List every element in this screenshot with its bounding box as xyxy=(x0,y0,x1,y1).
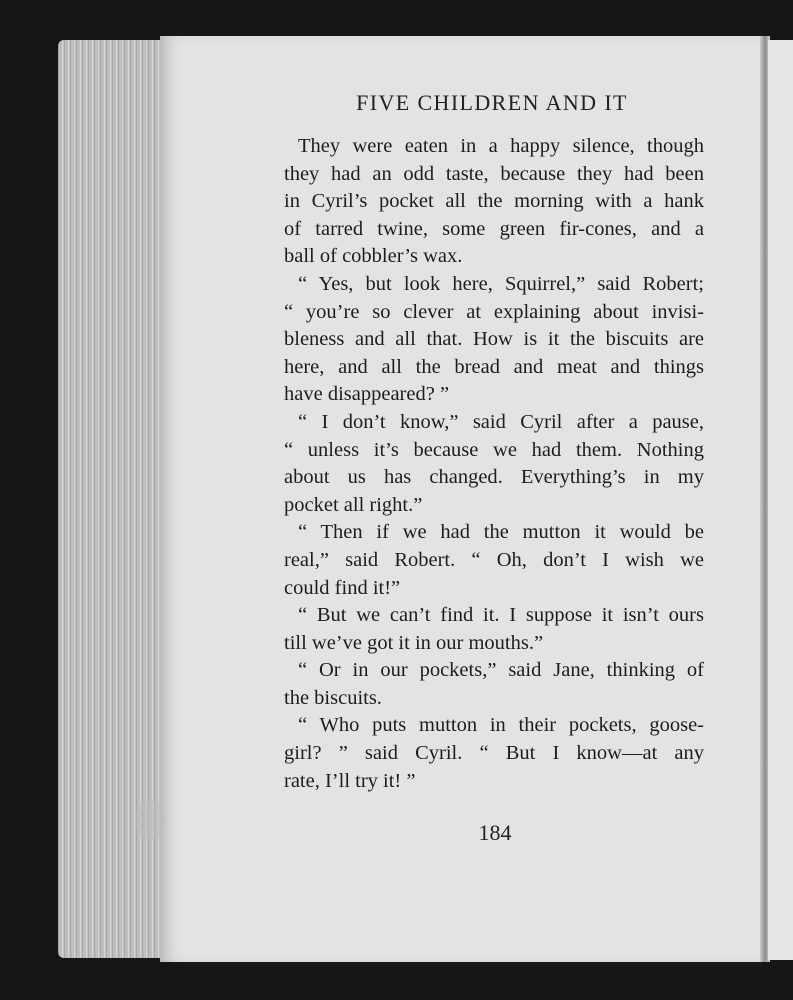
text-line: girl? ” said Cyril. “ But I know—at any xyxy=(284,742,704,765)
text-line: of tarred twine, some green fir-cones, and a xyxy=(284,217,704,240)
text-line: “ you’re so clever at explaining about invisi- xyxy=(284,300,704,323)
text-line: “ Yes, but look here, Squirrel,” said Robert; xyxy=(298,272,704,295)
text-line: “ Then if we had the mutton it would be xyxy=(298,521,704,544)
paragraph-2 xyxy=(284,271,704,409)
text-line: “ But we can’t find it. I suppose it isn’t ours xyxy=(298,604,704,627)
text-line: They were eaten in a happy silence, though xyxy=(298,135,704,157)
text-line: the biscuits. xyxy=(284,686,382,709)
paragraph-1 xyxy=(284,133,704,271)
text-line: rate, I’ll try it! ” xyxy=(284,769,416,792)
page-number: 184 xyxy=(478,820,512,845)
text-line: could find it!” xyxy=(284,576,401,599)
body-text xyxy=(284,133,704,795)
page-stain xyxy=(135,800,165,840)
text-line: “ Or in our pockets,” said Jane, thinking of xyxy=(298,659,704,682)
text-line: in Cyril’s pocket all the morning with a hank xyxy=(284,190,704,213)
text-line: they had an odd taste, because they had been xyxy=(284,162,704,185)
text-line: “ unless it’s because we had them. Nothing xyxy=(284,438,704,461)
text-line: have disappeared? ” xyxy=(284,383,450,406)
facing-page-edge xyxy=(768,40,793,960)
text-line: ball of cobbler’s wax. xyxy=(284,245,463,268)
paragraph-7 xyxy=(284,712,704,795)
text-line: bleness and all that. How is it the biscuits are xyxy=(284,328,704,351)
paragraph-5 xyxy=(284,602,704,657)
text-line: real,” said Robert. “ Oh, don’t I wish we xyxy=(284,548,704,571)
running-header: FIVE CHILDREN AND IT xyxy=(356,90,628,115)
text-line: here, and all the bread and meat and things xyxy=(284,355,704,378)
text-line: “ I don’t know,” said Cyril after a pause, xyxy=(298,410,704,433)
text-line: “ Who puts mutton in their pockets, goose- xyxy=(298,714,704,737)
paragraph-3 xyxy=(284,409,704,519)
paragraph-4 xyxy=(284,519,704,602)
text-line: till we’ve got it in our mouths.” xyxy=(284,631,544,654)
paragraph-6 xyxy=(284,657,704,712)
text-line: about us has changed. Everything’s in my xyxy=(284,466,704,489)
text-line: pocket all right.” xyxy=(284,493,423,516)
